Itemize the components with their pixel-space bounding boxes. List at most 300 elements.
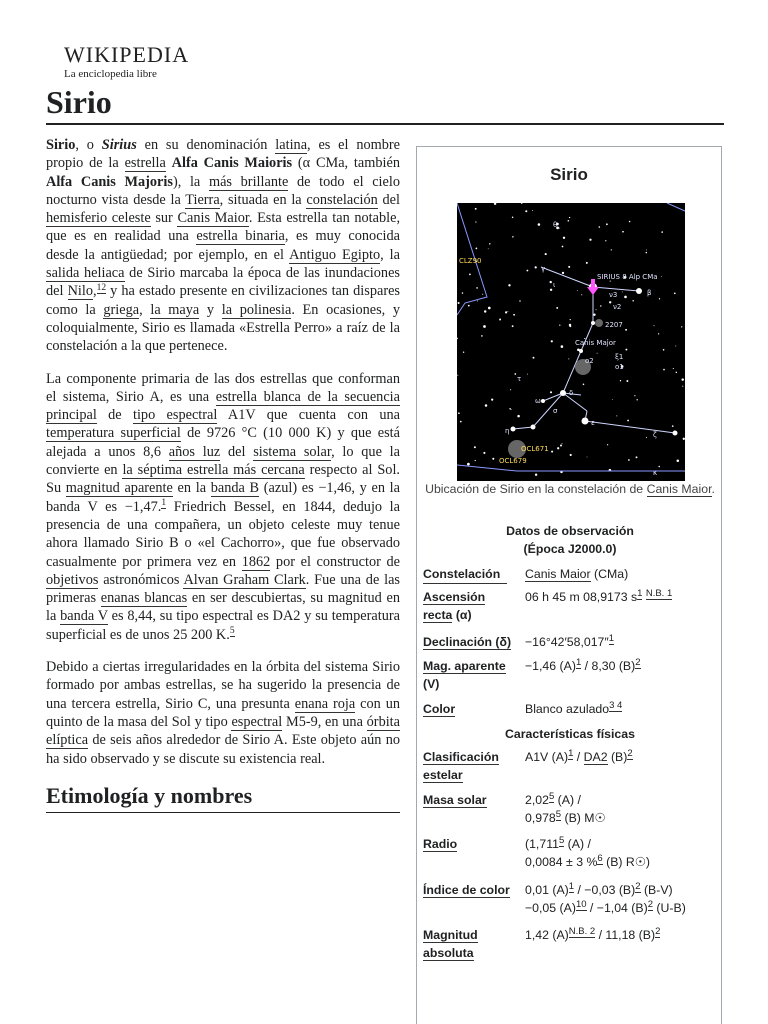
note-link[interactable]: N.B. 1: [645, 587, 673, 599]
section-epoch: (Época J2000.0): [523, 542, 617, 556]
map-label: β: [647, 289, 652, 297]
background-star: [587, 457, 588, 458]
background-star: [583, 384, 585, 386]
article-link[interactable]: enana roja: [294, 695, 356, 712]
background-star: [492, 458, 494, 460]
text-run: ), la: [172, 173, 209, 190]
row-value: [525, 748, 715, 766]
map-label: SIRIUS 8 Alp CMa: [597, 273, 658, 281]
reference-link[interactable]: 5: [548, 790, 555, 802]
background-star: [535, 266, 537, 268]
map-label: ν2: [613, 303, 622, 311]
background-star: [570, 319, 571, 320]
paragraph-intro: [46, 136, 400, 356]
text-run: . Fue una de las primeras: [46, 571, 400, 607]
value-text: 1,42 (A): [525, 928, 569, 942]
label-text: (α): [452, 608, 472, 622]
background-star: [483, 325, 486, 328]
background-star: [483, 452, 485, 454]
background-star: [559, 324, 560, 325]
background-star: [510, 409, 511, 410]
reference-link[interactable]: 5: [555, 808, 562, 820]
background-star: [533, 357, 535, 359]
background-star: [545, 253, 547, 255]
article-link[interactable]: magnitud aparente: [65, 480, 173, 497]
reference-link[interactable]: 2: [655, 925, 661, 937]
note-link[interactable]: N.B. 2: [568, 925, 596, 937]
background-star: [659, 298, 660, 299]
article-link[interactable]: enanas blancas: [100, 590, 188, 607]
background-star: [605, 240, 606, 241]
value-text: / −0,03 (B): [574, 883, 636, 897]
text-run: en la: [172, 480, 211, 497]
label-text: (V): [423, 677, 440, 691]
reference-link[interactable]: 2: [635, 880, 641, 892]
text-run: de 9726 °C (10 000 K) y que está alejada a unos 8,6: [46, 425, 400, 460]
background-star: [508, 284, 510, 286]
article-link[interactable]: más brillante: [208, 173, 289, 190]
article-link[interactable]: la polinesia: [221, 301, 292, 318]
reference-link[interactable]: 2: [647, 898, 653, 910]
reference-link[interactable]: 1: [608, 632, 615, 644]
value-text: /: [573, 750, 584, 764]
map-label: ζ: [653, 431, 657, 439]
background-star: [457, 375, 458, 376]
background-star: [469, 274, 471, 276]
label-link[interactable]: Color: [423, 702, 456, 716]
text-run: , o: [75, 137, 102, 153]
reference-link[interactable]: 1: [637, 587, 643, 599]
background-star: [568, 266, 570, 268]
page-header: [46, 42, 726, 120]
background-star: [581, 294, 582, 295]
article-link[interactable]: objetivos: [46, 571, 99, 588]
background-star: [569, 217, 570, 218]
article-link[interactable]: estrella binaria: [196, 228, 285, 245]
background-star: [489, 243, 490, 244]
reference-link[interactable]: 1: [568, 747, 574, 759]
value-text: (B) M☉: [561, 811, 606, 825]
background-star: [596, 309, 597, 310]
background-star: [681, 326, 682, 327]
background-star: [609, 301, 611, 303]
text-run: . En ocasiones, y coloquialmente, Sirio es llamada «Estrella Perro» a raíz de la constelación a la que pertenece.: [46, 301, 401, 355]
infobox: [416, 146, 722, 1024]
text-run: , es muy conocida desde la antigüedad; por ejemplo, en el: [46, 228, 401, 263]
background-star: [458, 412, 460, 414]
background-star: [570, 454, 572, 456]
caption-text: .: [711, 482, 715, 496]
reference-link[interactable]: 5: [558, 834, 565, 846]
article-link[interactable]: griega: [103, 301, 140, 318]
text-run: del: [220, 443, 254, 460]
map-label: OCL679: [499, 457, 527, 465]
article-link[interactable]: hemisferio celeste: [46, 210, 151, 227]
value-text: 06 h 45 m 08,9173 s: [525, 590, 638, 604]
background-star: [632, 300, 634, 302]
article-link[interactable]: salida heliaca: [46, 265, 125, 282]
reference-link[interactable]: 10: [575, 898, 587, 910]
map-caption: [423, 480, 717, 498]
section-heading-etymology: Etimología y nombres: [46, 782, 400, 813]
reference-link[interactable]: 5: [229, 625, 235, 636]
background-star: [589, 239, 591, 241]
label-link[interactable]: Clasificación: [423, 750, 499, 764]
article-link[interactable]: constelación: [306, 191, 378, 208]
value-text: (A) /: [564, 837, 591, 851]
background-star: [475, 221, 476, 222]
background-star: [600, 305, 601, 306]
text-run: por el constructor de: [270, 553, 401, 570]
background-star: [663, 369, 665, 371]
background-star: [681, 378, 683, 380]
article-link[interactable]: banda V: [60, 608, 108, 625]
background-star: [561, 345, 564, 348]
background-star: [525, 210, 527, 212]
background-star: [468, 305, 470, 307]
section-observation-title: [423, 522, 717, 558]
background-star: [563, 237, 565, 239]
row-value: [525, 835, 715, 871]
paragraph-sirius-c: [46, 658, 400, 768]
article-link[interactable]: temperatura superficial: [46, 425, 181, 442]
reference-link[interactable]: 12: [96, 282, 107, 293]
article-link[interactable]: espectral: [231, 713, 283, 730]
background-star: [485, 404, 488, 407]
background-star: [646, 252, 647, 253]
row-label: [423, 633, 523, 651]
text-run: (α CMa, también: [292, 155, 400, 172]
background-star: [597, 353, 598, 354]
article-link[interactable]: estrella: [124, 155, 166, 172]
background-star: [593, 314, 595, 316]
reference-link[interactable]: 2: [635, 656, 641, 668]
background-star: [599, 226, 601, 228]
reference-link[interactable]: 1: [161, 497, 167, 508]
article-link[interactable]: estrella blanca de la secuencia principal: [46, 388, 400, 424]
text-run: M5-9, en una: [282, 713, 367, 730]
background-star: [550, 391, 552, 393]
background-star: [514, 373, 516, 375]
map-label: γ: [541, 265, 546, 273]
value-link[interactable]: Canis Maior: [525, 567, 591, 581]
background-star: [499, 319, 501, 321]
value-text: 0,0084 ± 3 %: [525, 855, 598, 869]
map-label: δ: [569, 389, 574, 397]
background-star: [527, 374, 528, 375]
background-star: [475, 460, 476, 461]
background-star: [663, 349, 665, 351]
background-star: [654, 325, 655, 326]
value-text: (U-B): [653, 901, 686, 915]
background-star: [460, 421, 462, 423]
background-star: [683, 438, 685, 440]
page-title: Sirio: [46, 84, 112, 120]
background-star: [505, 311, 507, 313]
value-text: −16°42′58,017″: [525, 635, 609, 649]
background-star: [507, 311, 508, 312]
row-label: [423, 657, 521, 693]
background-star: [562, 246, 564, 248]
row-value: [525, 565, 715, 583]
text-run: y ha estado presente en civilizaciones tan dispares como la: [46, 283, 400, 318]
background-star: [463, 352, 464, 353]
text-run: , situada en la: [219, 191, 307, 208]
map-label: OCL671: [521, 445, 549, 453]
background-star: [517, 415, 520, 418]
background-star: [510, 389, 511, 390]
background-star: [675, 346, 676, 347]
background-star: [476, 248, 478, 250]
value-text: −0,05 (A): [525, 901, 576, 915]
row-value: [525, 700, 715, 718]
background-star: [550, 289, 552, 291]
value-text: (B) R☉): [602, 855, 650, 869]
text-run: respecto al Sol. Su: [46, 462, 400, 497]
article-body: [46, 136, 400, 813]
text-run: en ser descubiertas, su magnitud en la: [46, 590, 400, 625]
constellation-map[interactable]: [457, 203, 685, 481]
article-link[interactable]: órbita elíptica: [46, 713, 401, 749]
caption-link[interactable]: Canis Maior: [646, 482, 712, 496]
background-star: [626, 380, 628, 382]
background-star: [526, 270, 528, 272]
map-label: ο2: [585, 357, 594, 365]
background-star: [622, 231, 624, 233]
text-run: de: [96, 407, 133, 424]
background-star: [629, 221, 631, 223]
article-link[interactable]: banda B: [210, 480, 260, 497]
background-star: [634, 395, 635, 396]
background-star: [550, 281, 552, 283]
label-link[interactable]: Masa solar: [423, 793, 487, 807]
row-value: [525, 633, 715, 651]
map-label: ν3: [609, 291, 618, 299]
map-label: η: [505, 427, 510, 435]
value-text: −1,46 (A): [525, 659, 576, 673]
article-link[interactable]: Antiguo Egipto: [289, 246, 381, 263]
text-run: en su denominación: [136, 137, 276, 153]
text-run: , la: [380, 246, 400, 263]
text-run: ,: [92, 283, 97, 300]
text-run: es 8,44, su tipo espectral es DA2 y su temperatura superficial es de unos 25 200 K.: [46, 608, 400, 643]
map-label: ξ1: [615, 353, 624, 361]
text-run: del: [377, 191, 400, 208]
section-physical-title: Características físicas: [505, 727, 635, 741]
text-run: Sirio: [46, 137, 76, 153]
background-star: [491, 399, 493, 401]
text-run: . Esta estrella tan notable, que es en realidad una: [46, 210, 401, 245]
section-label: Datos de observación: [506, 524, 634, 538]
text-run: A1V que cuenta con una: [217, 407, 400, 424]
map-label: κ: [653, 469, 658, 477]
background-star: [519, 300, 520, 301]
map-label: Canis Major: [575, 339, 616, 347]
text-run: La componente primaria de las dos estrellas que conforman el sistema, Sirio A, es una: [46, 370, 400, 405]
background-star: [551, 451, 553, 453]
background-star: [569, 325, 571, 327]
caption-text: Ubicación de Sirio en la constelación de: [425, 482, 647, 496]
text-run: con un quinto de la masa del Sol y tipo: [46, 695, 400, 730]
reference-link[interactable]: 1: [568, 880, 575, 892]
background-star: [646, 437, 647, 438]
label-link[interactable]: Índice de color: [423, 883, 510, 897]
background-star: [636, 456, 638, 458]
value-text: 0,01 (A): [525, 883, 569, 897]
value-text: / 11,18 (B): [595, 928, 656, 942]
value-text: / −1,04 (B): [586, 901, 648, 915]
background-star: [676, 372, 677, 373]
article-link[interactable]: la maya: [150, 301, 200, 318]
label-link[interactable]: Mag. aparente: [423, 659, 506, 673]
reference-link[interactable]: 2: [627, 747, 633, 759]
row-value: [525, 881, 715, 917]
value-text: (B): [607, 750, 628, 764]
map-label: σ: [553, 407, 558, 415]
text-run: Alfa Canis Majoris: [46, 173, 173, 190]
background-star: [658, 333, 659, 334]
map-label: ε: [591, 419, 595, 427]
reference-link[interactable]: 6: [597, 852, 603, 864]
label-link[interactable]: Magnitud: [423, 928, 478, 942]
text-run: Friedrich Bessel, en 1844, dedujo la presencia de una compañera, un objeto celeste muy tenue ahora llamado Sirio B o «el Cachorro», que fue observado casualmente por primera vez en: [46, 498, 400, 570]
value-text: (B-V): [640, 883, 673, 897]
background-star: [682, 386, 683, 387]
background-star: [646, 249, 647, 250]
background-star: [568, 220, 570, 222]
row-label: [423, 926, 521, 962]
article-link[interactable]: 1862: [241, 553, 271, 570]
background-star: [586, 262, 588, 264]
map-background: [457, 203, 685, 481]
background-star: [535, 473, 537, 475]
row-label: [423, 588, 521, 624]
map-label: θ: [553, 221, 558, 229]
background-star: [677, 459, 680, 462]
row-label[interactable]: Constelación: [423, 565, 507, 584]
paragraph-components: [46, 370, 400, 644]
article-link[interactable]: latina: [275, 137, 308, 153]
map-label: 2207: [605, 321, 623, 329]
background-star: [482, 294, 483, 295]
background-star: [637, 399, 638, 400]
background-star: [458, 302, 460, 304]
background-star: [616, 415, 617, 416]
article-link[interactable]: años luz: [168, 443, 221, 460]
background-star: [568, 358, 569, 359]
background-star: [476, 287, 478, 289]
background-star: [611, 249, 612, 250]
background-star: [462, 292, 464, 294]
text-run: sur: [150, 210, 178, 227]
text-run: y: [199, 301, 222, 318]
label-link[interactable]: estelar: [423, 768, 463, 782]
wikipedia-wordmark[interactable]: WIKIPEDIA: [64, 42, 190, 67]
text-run: Sirius: [101, 137, 137, 153]
row-value: [525, 657, 715, 675]
row-value: [525, 791, 715, 827]
background-star: [672, 425, 674, 427]
row-label: [423, 748, 521, 784]
value-text: (1,711: [525, 837, 559, 851]
label-link[interactable]: absoluta: [423, 946, 474, 960]
background-star: [607, 444, 608, 445]
article-link[interactable]: Canis Maior: [177, 210, 249, 227]
value-text: 2,02: [525, 793, 549, 807]
article-link[interactable]: Tierra: [185, 191, 220, 208]
article-link[interactable]: la séptima estrella más cercana: [122, 462, 305, 479]
article-link[interactable]: tipo espectral: [132, 407, 218, 424]
reference-link[interactable]: 1: [575, 656, 582, 668]
background-star: [475, 208, 477, 210]
background-star: [606, 223, 608, 225]
cluster-marker: [595, 319, 603, 327]
background-star: [673, 368, 674, 369]
row-label: [423, 700, 521, 718]
text-run: de todo el cielo nocturno vista desde la: [46, 173, 400, 208]
row-label: [423, 835, 521, 853]
label-link[interactable]: Ascensión: [423, 590, 486, 604]
label-link[interactable]: Declinación (δ): [423, 635, 512, 649]
text-run: de Sirio marcaba la época de las inundaciones del: [46, 265, 400, 300]
background-star: [538, 223, 541, 226]
value-text: (CMa): [590, 567, 629, 581]
value-link[interactable]: DA2: [583, 750, 608, 764]
text-run: Debido a ciertas irregularidades en la órbita del sistema Sirio formado por ambas estrellas, se ha sugerido la presencia de una tercera estrella, Sirio C, una presunta: [46, 659, 400, 712]
title-divider: [46, 123, 724, 125]
background-star: [488, 307, 491, 310]
background-star: [661, 276, 662, 277]
text-run: ,: [139, 301, 151, 318]
row-value: [525, 588, 715, 606]
background-star: [612, 399, 613, 400]
article-link[interactable]: sistema solar: [253, 443, 332, 460]
background-star: [658, 466, 660, 468]
article-link[interactable]: Alvan Graham Clark: [183, 571, 306, 588]
article-link[interactable]: Nilo: [67, 283, 93, 300]
background-star: [624, 296, 627, 299]
label-link[interactable]: Radio: [423, 837, 458, 851]
background-star: [556, 307, 558, 309]
background-star: [561, 443, 562, 444]
background-star: [467, 463, 470, 466]
reference-link[interactable]: 3 4: [609, 699, 623, 711]
background-star: [562, 272, 564, 274]
background-star: [551, 340, 553, 342]
background-star: [620, 380, 621, 381]
label-link[interactable]: recta: [423, 608, 453, 622]
background-star: [512, 325, 514, 327]
background-star: [674, 292, 676, 294]
background-star: [532, 210, 533, 211]
background-star: [625, 329, 627, 331]
text-run: astronómicos: [98, 571, 184, 588]
background-star: [488, 248, 489, 249]
text-run: de seis años alrededor de Sirio A. Este objeto aún no ha sido observado y se discute su existencia real.: [46, 732, 400, 767]
row-label: [423, 791, 521, 809]
wikipedia-tagline: La enciclopedia libre: [64, 68, 157, 80]
background-star: [513, 314, 515, 316]
value-text: A1V (A): [525, 750, 569, 764]
value-text: / 8,30 (B): [581, 659, 636, 673]
background-star: [477, 301, 478, 302]
background-star: [622, 291, 623, 292]
text-run: (azul) es −1,46, y en la banda V es −1,47.: [46, 480, 400, 515]
background-star: [474, 446, 476, 448]
background-star: [509, 408, 510, 409]
background-star: [512, 216, 513, 218]
value-text: (A) /: [554, 793, 581, 807]
